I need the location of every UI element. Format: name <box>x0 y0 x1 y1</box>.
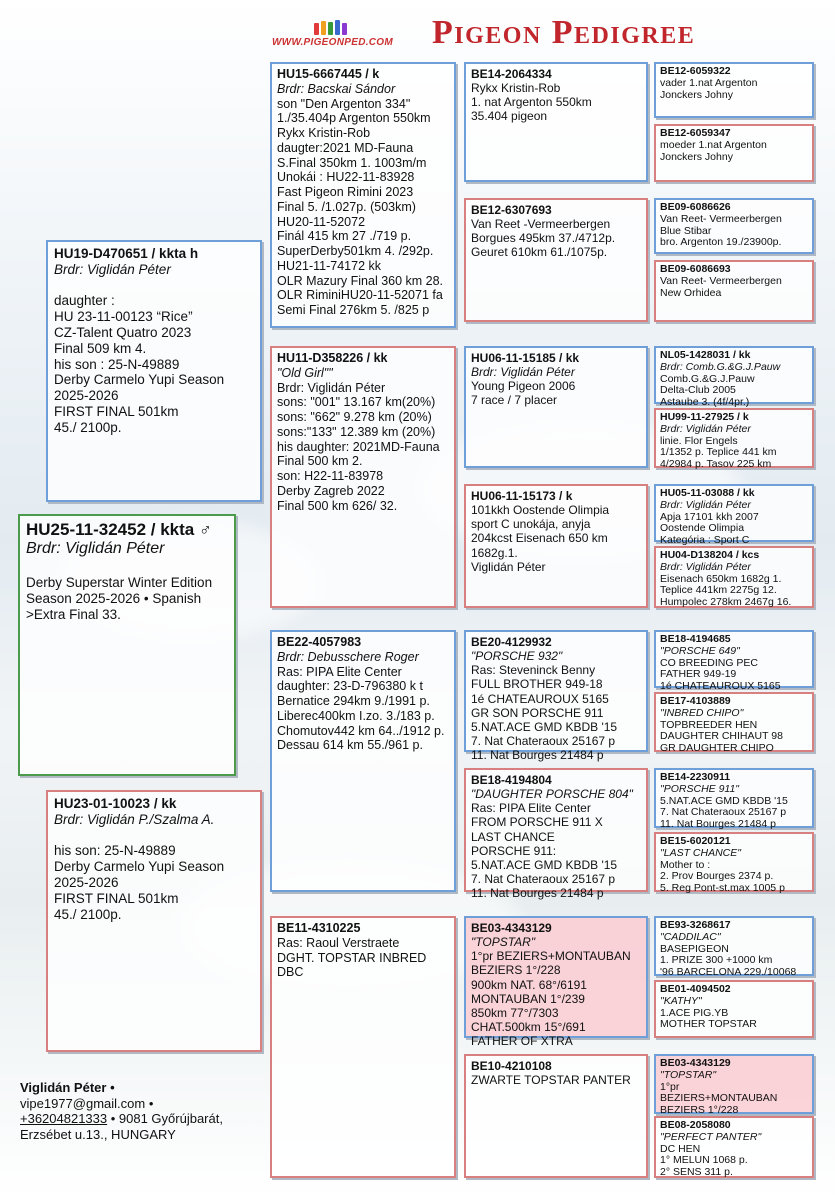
sire-breeder: Brdr: Viglidán Péter <box>54 261 171 277</box>
ring-number: BE10-4210108 <box>471 1059 552 1073</box>
pedigree-card-gen4 <box>654 198 814 254</box>
ring-number: HU06-11-15173 / k <box>471 489 573 503</box>
pedigree-card-gen2 <box>270 346 456 608</box>
breeder: "KATHY" <box>660 994 702 1007</box>
ring-number: HU06-11-15185 / kk <box>471 351 580 365</box>
breeder: "DAUGHTER PORSCHE 804" <box>471 787 633 802</box>
subject-info: Derby Superstar Winter Edition Season 2025-2026 • Spanish >Extra Final 33. <box>26 574 213 622</box>
breeder: "PORSCHE 932" <box>471 649 563 664</box>
ring-number: BE20-4129932 <box>471 635 552 649</box>
dam-breeder: Brdr: Viglidán P./Szalma A. <box>54 811 215 827</box>
performance-info: Van Reet -Vermeerbergen Borgues 495km 37./4712p. Geuret 610km 61./1075p. <box>471 217 616 260</box>
pedigree-card-gen4 <box>654 484 814 546</box>
dam-info: his son: 25-N-49889 Derby Carmelo Yupi Season 2025-2026 FIRST FINAL 501km 45./ 2100p. <box>54 842 225 922</box>
ring-number: BE09-6086626 <box>660 201 731 213</box>
breeder: "PORSCHE 911" <box>660 782 740 795</box>
ring-number: BE03-4343129 <box>471 921 552 935</box>
performance-info: Brdr: Viglidán Péter sons: "001" 13.167 km(20%) sons: "662" 9.278 km (20%) sons:"133" 12.389 km (20%) his daughter: 2021MD-Fauna Final 500 km 2. son: H22-11-83978 Derby Zagreb 2022 Final 500 km 626/ 32. <box>277 380 440 513</box>
dam-card <box>46 790 262 1052</box>
performance-info: Ras: Steveninck Benny FULL BROTHER 949-18 1é CHATEAUROUX 5165 GR SON PORSCHE 911 5.NAT.ACE GMD KBDB '15 7. Nat Chateraoux 25167 p 11. Nat Bourges 21484 p <box>471 663 618 763</box>
owner-address-line2: Erzsébet u.13., HUNGARY <box>20 1126 176 1142</box>
performance-info: TOPBREEDER HEN DAUGHTER CHIHAUT 98 GR DAUGHTER CHIPO <box>660 718 783 754</box>
breeder: Brdr: Comb.G.&G.J.Pauw <box>660 360 781 373</box>
breeder: "CADDILAC" <box>660 930 721 943</box>
pedigree-card-gen4 <box>654 546 814 608</box>
pedigree-card-gen3 <box>464 346 648 468</box>
performance-info: Ras: Raoul Verstraete DGHT. TOPSTAR INBRED DBC <box>277 935 427 980</box>
ring-number: BE17-4103889 <box>660 695 731 707</box>
ring-number: HU99-11-27925 / k <box>660 411 749 423</box>
site-url: WWW.PIGEONPED.COM <box>272 37 394 48</box>
owner-phone[interactable]: +36204821333 <box>20 1111 108 1127</box>
breeder: "TOPSTAR" <box>471 935 536 950</box>
ring-number: HU11-D358226 / kk <box>277 351 388 365</box>
ring-number: NL05-1428031 / kk <box>660 349 751 361</box>
ring-number: BE12-6059347 <box>660 127 731 139</box>
pedigree-card-gen3 <box>464 630 648 763</box>
pedigree-card-gen4 <box>654 1116 814 1178</box>
subject-card <box>18 514 236 776</box>
pedigree-card-gen4 <box>654 346 814 408</box>
owner-name: Viglidán Péter • <box>20 1080 115 1095</box>
breeder: "PERFECT PANTER" <box>660 1130 762 1143</box>
breeder: "Old Girl"" <box>277 365 333 380</box>
ring-number: BE12-6307693 <box>471 203 552 217</box>
performance-info: moeder 1.nat Argenton Jonckers Johny <box>660 138 767 163</box>
ring-number: BE18-4194685 <box>660 633 731 645</box>
performance-info: Young Pigeon 2006 7 race / 7 placer <box>471 379 576 408</box>
performance-info: CO BREEDING PEC FATHER 949-19 1é CHATEAUROUX 5165 <box>660 656 781 692</box>
sire-ring: HU19-D470651 / kkta h <box>54 246 199 261</box>
performance-info: 101kkh Oostende Olimpia sport C unokája, anyja 204kcst Eisenach 650 km 1682g.1. Viglidán Péter <box>471 503 610 574</box>
performance-info: DC HEN 1° MELUN 1068 p. 2° SENS 311 p. <box>660 1142 748 1178</box>
breeder: "TOPSTAR" <box>660 1068 717 1081</box>
performance-info: ZWARTE TOPSTAR PANTER <box>471 1073 631 1088</box>
ring-number: HU15-6667445 / k <box>277 67 380 81</box>
performance-info: 1.ACE PIG.YB MOTHER TOPSTAR <box>660 1006 757 1031</box>
pedigree-card-gen4 <box>654 62 814 118</box>
pedigree-card-gen4 <box>654 980 814 1038</box>
breeder: "PORSCHE 649" <box>660 644 740 657</box>
performance-info: Apja 17101 kkh 2007 Oostende Olimpia Kategória : Sport C <box>660 510 759 546</box>
pedigree-card-gen4 <box>654 692 814 752</box>
pedigree-card-gen3 <box>464 62 648 182</box>
ring-number: BE22-4057983 <box>277 635 362 649</box>
pedigree-card-gen3 <box>464 768 648 901</box>
performance-info: Rykx Kristin-Rob 1. nat Argenton 550km 35.404 pigeon <box>471 81 592 124</box>
ring-number: BE15-6020121 <box>660 835 731 847</box>
pedigree-card-gen3 <box>464 916 648 1049</box>
ring-number: BE14-2230911 <box>660 771 731 783</box>
performance-info: Van Reet- Vermeerbergen Blue Stibar bro. Argenton 19./23900p. <box>660 212 782 249</box>
breeder: "LAST CHANCE" <box>660 846 741 859</box>
sire-card <box>46 240 262 502</box>
ring-number: BE18-4194804 <box>471 773 552 787</box>
breeder: Brdr: Viglidán Péter <box>471 365 575 380</box>
breeder: "INBRED CHIPO" <box>660 706 744 719</box>
breeder: Brdr: Bacskai Sándor <box>277 81 396 96</box>
subject-ring: HU25-11-32452 / kkta ♂ <box>26 520 212 539</box>
dam-ring: HU23-01-10023 / kk <box>54 796 177 811</box>
performance-info: Eisenach 650km 1682g 1. Teplice 441km 2275g 12. Humpolec 278km 2467g 16. <box>660 572 792 608</box>
owner-contact <box>20 1080 260 1142</box>
ring-number: BE12-6059322 <box>660 65 731 77</box>
owner-email[interactable]: vipe1977@gmail.com • <box>20 1095 154 1111</box>
pedigree-card-gen4 <box>654 124 814 182</box>
performance-info: Comb.G.&G.J.Pauw Delta-Club 2005 Astaube 3. (4f/4pr.) <box>660 372 755 408</box>
ring-number: BE08-2058080 <box>660 1119 731 1131</box>
breeder: Brdr: Debusschere Roger <box>277 649 419 664</box>
performance-info: Ras: PIPA Elite Center FROM PORSCHE 911 X LAST CHANCE PORSCHE 911: 5.NAT.ACE GMD KBDB '15 7. Nat Chateraoux 25167 p 11. Nat Bourges 21484 p <box>471 801 618 901</box>
performance-info: linie. Flor Engels 1/1352 p. Teplice 441 km 4/2984 p. Tasov 225 km <box>660 434 777 470</box>
sire-info: daughter : HU 23-11-00123 “Rice” CZ-Talent Quatro 2023 Final 509 km 4. his son : 25-N-49889 Derby Carmelo Yupi Season 2025-2026 FIRST FINAL 501km 45./ 2100p. <box>54 292 225 436</box>
pedigree-card-gen4 <box>654 832 814 892</box>
breeder: Brdr: Viglidán Péter <box>660 498 751 511</box>
pedigree-card-gen4 <box>654 916 814 976</box>
pedigree-card-gen4 <box>654 1054 814 1114</box>
ring-number: BE14-2064334 <box>471 67 552 81</box>
breeder: Brdr: Viglidán Péter <box>660 560 751 573</box>
pedigree-card-gen4 <box>654 768 814 828</box>
owner-address-line1: • 9081 Győrújbarát, <box>107 1111 223 1127</box>
ring-number: BE01-4094502 <box>660 983 731 995</box>
breeder: Brdr: Viglidán Péter <box>660 422 751 435</box>
performance-info: BASEPIGEON 1. PRIZE 300 +1000 km '96 BARCELONA 229./10068 <box>660 942 797 978</box>
pedigree-card-gen2 <box>270 62 456 328</box>
performance-info: Ras: PIPA Elite Center daughter: 23-D-796380 k t Bernatice 294km 9./1991 p. Liberec400km I.zo. 3./183 p. Chomutov442 km 64../1912 p. Dessau 614 km 55./961 p. <box>277 664 445 753</box>
pedigree-card-gen3 <box>464 198 648 322</box>
ring-number: BE09-6086693 <box>660 263 731 275</box>
ring-number: BE11-4310225 <box>277 921 361 935</box>
pedigree-card-gen4 <box>654 408 814 468</box>
pedigree-card-gen3 <box>464 484 648 608</box>
pedigree-card-gen2 <box>270 630 456 892</box>
performance-info: 1°pr BEZIERS+MONTAUBAN BEZIERS 1°/228 <box>660 1080 778 1116</box>
page-title: Pigeon Pedigree <box>432 14 696 51</box>
performance-info: vader 1.nat Argenton Jonckers Johny <box>660 76 758 101</box>
subject-breeder: Brdr: Viglidán Péter <box>26 540 165 558</box>
pedigree-card-gen2 <box>270 916 456 1178</box>
performance-info: 5.NAT.ACE GMD KBDB '15 7. Nat Chateraoux 25167 p 11. Nat Bourges 21484 p <box>660 794 788 830</box>
pedigree-card-gen4 <box>654 630 814 692</box>
ring-number: HU05-11-03088 / kk <box>660 487 755 499</box>
ring-number: BE03-4343129 <box>660 1057 731 1069</box>
ring-number: BE93-3268617 <box>660 919 731 931</box>
performance-info: 1°pr BEZIERS+MONTAUBAN BEZIERS 1°/228 900km NAT. 68°/6191 MONTAUBAN 1°/239 850km 77°/7303 CHAT.500km 15°/691 FATHER OF XTRA <box>471 949 631 1049</box>
ring-number: HU04-D138204 / kcs <box>660 549 760 561</box>
pedigree-card-gen3 <box>464 1054 648 1178</box>
pigeonped-logo <box>272 20 422 54</box>
performance-info: Van Reet- Vermeerbergen New Orhidea <box>660 274 782 299</box>
performance-info: son "Den Argenton 334" 1./35.404p Argenton 550km Rykx Kristin-Rob daugter:2021 MD-Fauna S.Final 350km 1. 1003m/m Unokái : HU22-11-83928 Fast Pigeon Rimini 2023 Final 5. /1.027p. (503km) HU20-11-52072 Finál 415 km 27 ./719 p. SuperDerby501km 4. /292p. HU21-11-74172 kk OLR Mazury Final 360 km 28. OLR RiminiHU20-11-52071 fa Semi Final 276km 5. /825 p <box>277 96 444 317</box>
pedigree-card-gen4 <box>654 260 814 322</box>
performance-info: Mother to : 2. Prov Bourges 2374 p. 5. Reg Pont-st.max 1005 p <box>660 858 785 894</box>
